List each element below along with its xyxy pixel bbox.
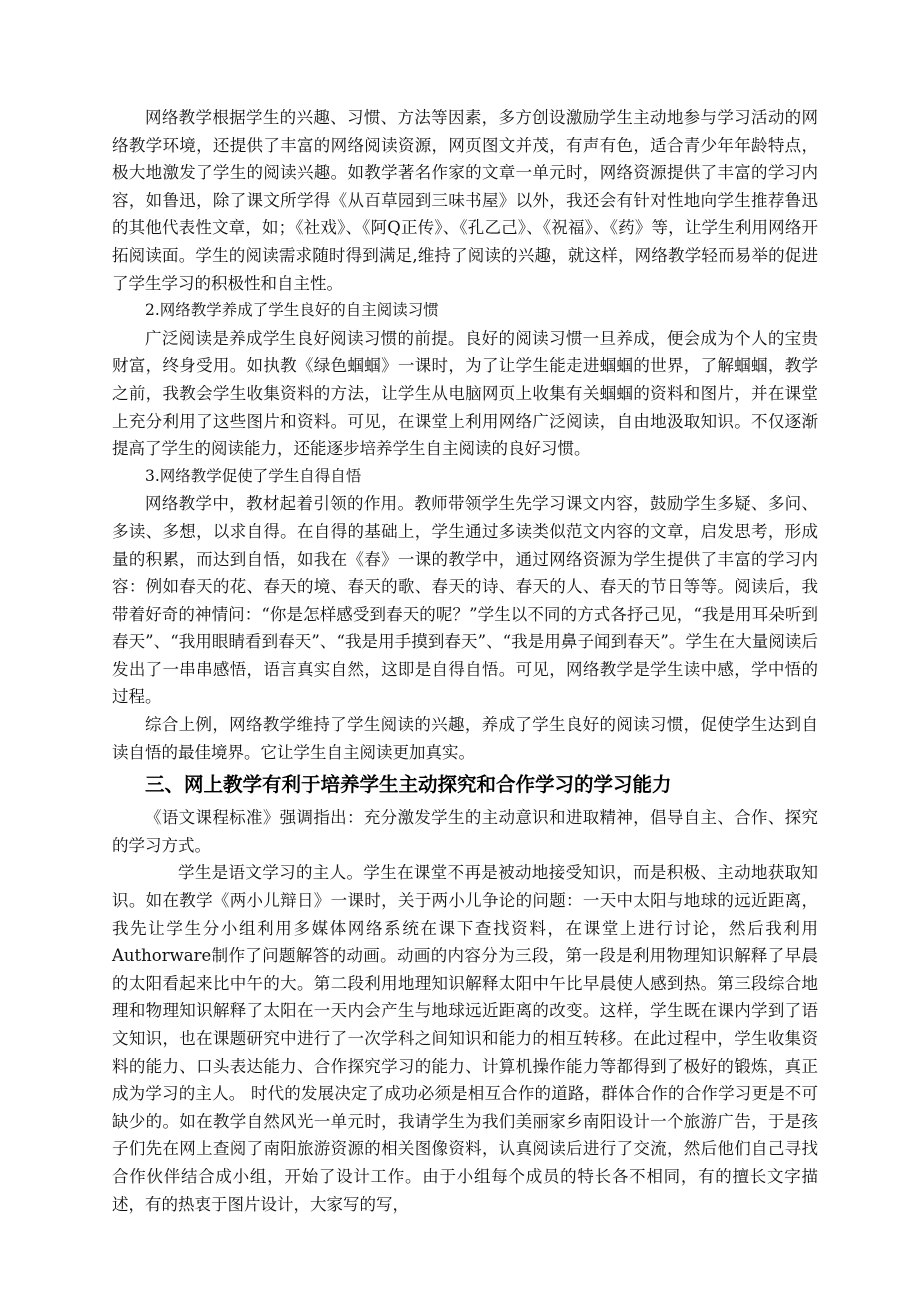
- section-heading: 三、网上教学有利于培养学生主动探究和合作学习的学习能力: [145, 773, 672, 797]
- paragraph: 网络教学根据学生的兴趣、习惯、方法等因素，多方创设激励学生主动地参与学习活动的网络教学环境，还提供了丰富的网络阅读资源，网页图文并茂，有声有色，适合青少年年龄特点，极大地激发了学生的阅读兴趣。如教学著名作家的文章一单元时，网络资源提供了丰富的学习内容，如鲁迅，除了课文所学得《从百草园到三味书屋》以外，我还会有针对性地向学生推荐鲁迅的其他代表性文章，如；《社戏》、《阿Q正传》、《孔乙己》、《祝福》、《药》等，让学生利用网络开拓阅读面。学生的阅读需求随时得到满足,维持了阅读的兴趣，就这样，网络教学轻而易举的促进了学生学习的积极性和自主性。: [112, 108, 818, 293]
- subheading: 2.网络教学养成了学生良好的自主阅读习惯: [145, 301, 439, 320]
- subheading: 3.网络教学促使了学生自得自悟: [145, 466, 362, 485]
- paragraph: 综合上例，网络教学维持了学生阅读的兴趣，养成了学生良好的阅读习惯，促使学生达到自读自悟的最佳境界。它让学生自主阅读更加真实。: [112, 715, 818, 762]
- document-page: [112, 104, 818, 1218]
- paragraph: 网络教学中，教材起着引领的作用。教师带领学生先学习课文内容，鼓励学生多疑、多问、多读、多想，以求自得。在自得的基础上，学生通过多读类似范文内容的文章，启发思考，形成量的积累，而达到自悟，如我在《春》一课的教学中，通过网络资源为学生提供了丰富的学习内容：例如春天的花、春天的境、春天的歌、春天的诗、春天的人、春天的节日等等。阅读后，我带着好奇的神情问：“你是怎样感受到春天的呢？”学生以不同的方式各抒己见，“我是用耳朵听到春天”、“我用眼睛看到春天”、“我是用手摸到春天”、“我是用鼻子闻到春天”。学生在大量阅读后发出了一串串感悟，语言真实自然，这即是自得自悟。可见，网络教学是学生读中感，学中悟的过程。: [112, 494, 818, 707]
- paragraph: 《语文课程标准》强调指出：充分激发学生的主动意识和进取精神，倡导自主、合作、探究的学习方式。: [112, 808, 818, 855]
- paragraph: 学生是语文学习的主人。学生在课堂不再是被动地接受知识，而是积极、主动地获取知识。如在教学《两小儿辩日》一课时，关于两小儿争论的问题：一天中太阳与地球的远近距离，我先让学生分小组利用多媒体网络系统在课下查找资料，在课堂上进行讨论，然后我利用Authorware制作了问题解答的动画。动画的内容分为三段，第一段是利用物理知识解释了早晨的太阳看起来比中午的大。第二段利用地理知识解释太阳中午比早晨使人感到热。第三段综合地理和物理知识解释了太阳在一天内会产生与地球远近距离的改变。这样，学生既在课内学到了语文知识，也在课题研究中进行了一次学科之间知识和能力的相互转移。在此过程中，学生收集资料的能力、口头表达能力、合作探究学习的能力、计算机操作能力等都得到了极好的锻炼，真正成为学习的主人。 时代的发展决定了成功必须是相互合作的道路，群体合作的合作学习更是不可缺少的。如在教学自然风光一单元时，我请学生为我们美丽家乡南阳设计一个旅游广告，于是孩子们先在网上查阅了南阳旅游资源的相关图像资料，认真阅读后进行了交流，然后他们自己寻找合作伙伴结合成小组，开始了设计工作。由于小组每个成员的特长各不相同，有的擅长文字描述，有的热衷于图片设计，大家写的写，: [112, 863, 818, 1214]
- paragraph: 广泛阅读是养成学生良好阅读习惯的前提。良好的阅读习惯一旦养成，便会成为个人的宝贵财富，终身受用。如执教《绿色蝈蝈》一课时，为了让学生能走进蝈蝈的世界，了解蝈蝈，教学之前，我教会学生收集资料的方法，让学生从电脑网页上收集有关蝈蝈的资料和图片，并在课堂上充分利用了这些图片和资料。可见，在课堂上利用网络广泛阅读，自由地汲取知识。不仅逐渐提高了学生的阅读能力，还能逐步培养学生自主阅读的良好习惯。: [112, 328, 818, 459]
